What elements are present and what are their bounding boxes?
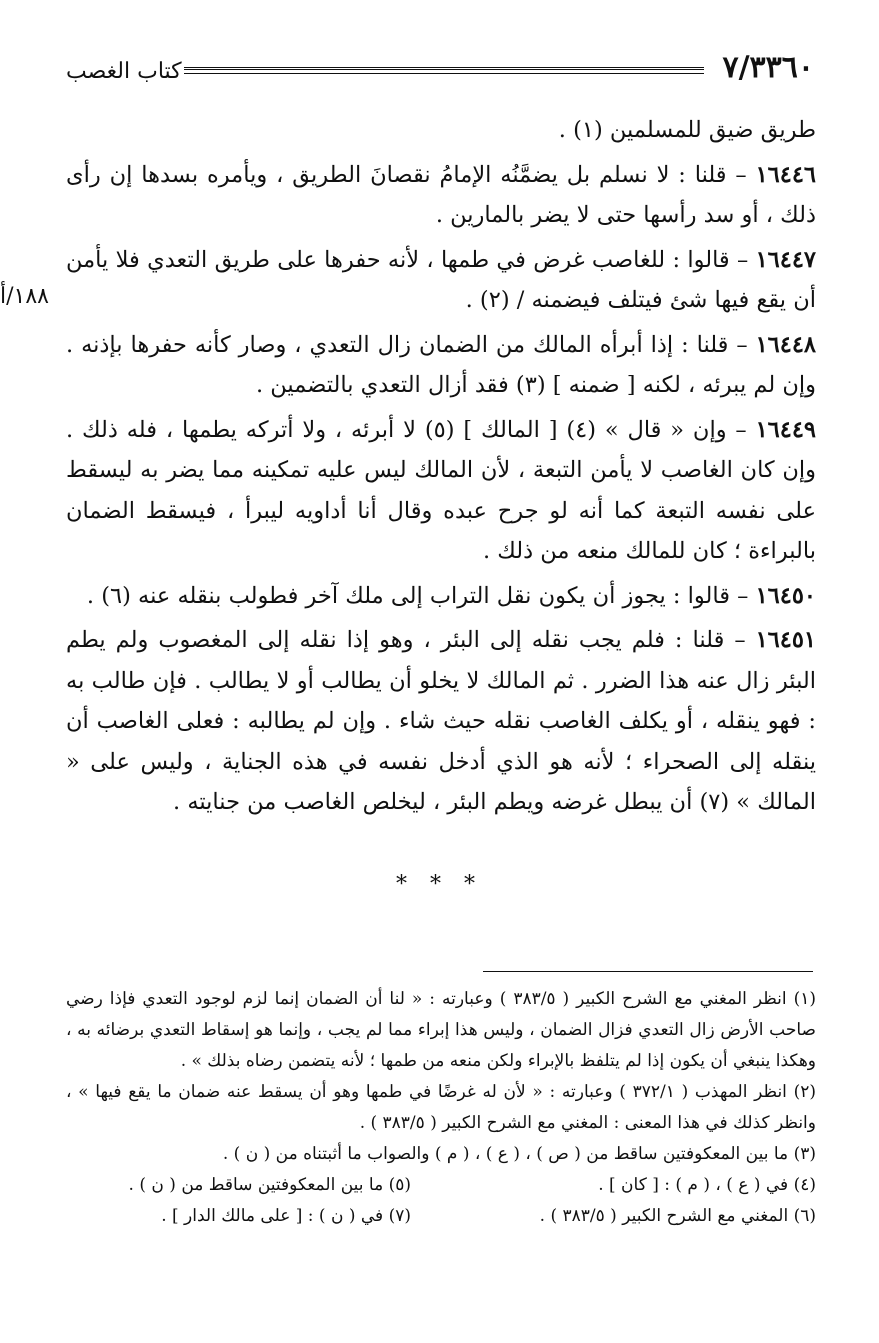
main-text [66, 110, 816, 827]
section-separator: * * * [396, 872, 483, 897]
paragraph-number: ١٦٤٤٦ [755, 161, 816, 188]
paragraph [66, 240, 816, 321]
footnote: (٦) المغني مع الشرح الكبير ( ٣٨٣/٥ ) . [539, 1206, 816, 1226]
footnote: (٧) في ( ن ) : [ على مالك الدار ] . [161, 1206, 411, 1226]
margin-folio-note: ١٨٨/أ [0, 284, 49, 309]
paragraph-text: – قلنا : لا نسلم بل يضمَّنُه الإمامُ نقصانَ الطريق ، ويأمره بسدها إن رأى ذلك ، أو سد رأسها حتى لا يضر بالمارين . [66, 161, 816, 228]
footnote-row [66, 1170, 816, 1201]
footnote-rule [483, 971, 813, 972]
footnote: (١) انظر المغني مع الشرح الكبير ( ٣٨٣/٥ ) وعبارته : « لنا أن الضمان إنما لزم لوجود التعدي فإذا رضي صاحب الأرض زال التعدي فزال الضمان ، وليس هذا إبراء مما لم يجب ، وإنما هو إسقاط التعدي برضائه به ، وهكذا ينبغي أن يكون إذا لم يتلفظ بالإبراء ولكن منعه من طمها ؛ لأنه يتضمن رضاه بذلك » . [66, 989, 817, 1071]
header-rule [184, 67, 704, 74]
paragraph-number: ١٦٤٤٧ [755, 246, 816, 273]
paragraph-number: ١٦٤٤٨ [755, 331, 816, 358]
paragraph [66, 325, 816, 406]
paragraph-text: – قلنا : فلم يجب نقله إلى البئر ، وهو إذا نقله إلى المغصوب ولم يطم البئر زال عنه هذا الضرر . ثم المالك لا يخلو أن يطالب أو لا يطالب . فإن طالب به : فهو ينقله ، أو يكلف الغاصب نقله حيث شاء . وإن لم يطالبه : فعلى الغاصب أن ينقله إلى الصحراء ؛ لأنه هو الذي أدخل نفسه في هذه الجناية ، وليس على « المالك » (٧) أن يبطل غرضه ويطم البئر ، ليخلص الغاصب من جنايته . [66, 627, 816, 815]
paragraph [66, 155, 816, 236]
paragraph-text: – قالوا : للغاصب غرض في طمها ، لأنه حفرها على طريق التعدي فلا يأمن أن يقع فيها شئ فيتلف فيضمنه / (٢) . [66, 246, 816, 313]
book-title: كتاب الغصب [66, 59, 182, 84]
paragraph-number: ١٦٤٥١ [755, 627, 816, 653]
paragraph [66, 576, 816, 617]
footnote: (٥) ما بين المعكوفتين ساقط من ( ن ) . [128, 1175, 411, 1195]
footnote-row [66, 1201, 816, 1232]
page-number: ٧/٣٣٦٠ [722, 50, 814, 85]
paragraph-text: طريق ضيق للمسلمين (١) . [558, 117, 816, 143]
footnotes [66, 984, 816, 1232]
paragraph-text: – وإن « قال » (٤) [ المالك ] (٥) لا أبرئه ، ولا أتركه يطمها ، فله ذلك . وإن كان الغاصب لا يأمن التبعة ، لأن المالك ليس عليه تمكينه مما يضر به ليسقط على نفسه التبعة كما أنه لو جرح عبده وقال أنا أداويه ليبرأ ، فيسقط الضمان بالبراءة ؛ كان للمالك منعه من ذلك . [66, 416, 816, 564]
page-header [66, 48, 814, 92]
paragraph [66, 620, 816, 823]
footnote: (٣) ما بين المعكوفتين ساقط من ( ص ) ، ( ع ) ، ( م ) والصواب ما أثبتناه من ( ن ) . [222, 1144, 816, 1164]
footnote: (٤) في ( ع ) ، ( م ) : [ كان ] . [598, 1175, 816, 1195]
paragraph-text: – قالوا : يجوز أن يكون نقل التراب إلى ملك آخر فطولب بنقله عنه (٦) . [86, 582, 756, 609]
paragraph-number: ١٦٤٥٠ [755, 582, 816, 609]
footnote: (٢) انظر المهذب ( ٣٧٢/١ ) وعبارته : « لأن له غرضًا في طمها وهو أن يسقط عنه ضمان ما يقع فيها » ، وانظر كذلك في هذا المعنى : المغني مع الشرح الكبير ( ٣٨٣/٥ ) . [66, 1082, 817, 1133]
paragraph-text: – قلنا : إذا أبرأه المالك من الضمان زال التعدي ، وصار كأنه حفرها بإذنه . وإن لم يبرئه ، لكنه [ ضمنه ] (٣) فقد أزال التعدي بالتضمين . [66, 331, 816, 398]
paragraph [66, 410, 816, 572]
paragraph-number: ١٦٤٤٩ [755, 416, 816, 443]
paragraph [66, 110, 816, 151]
